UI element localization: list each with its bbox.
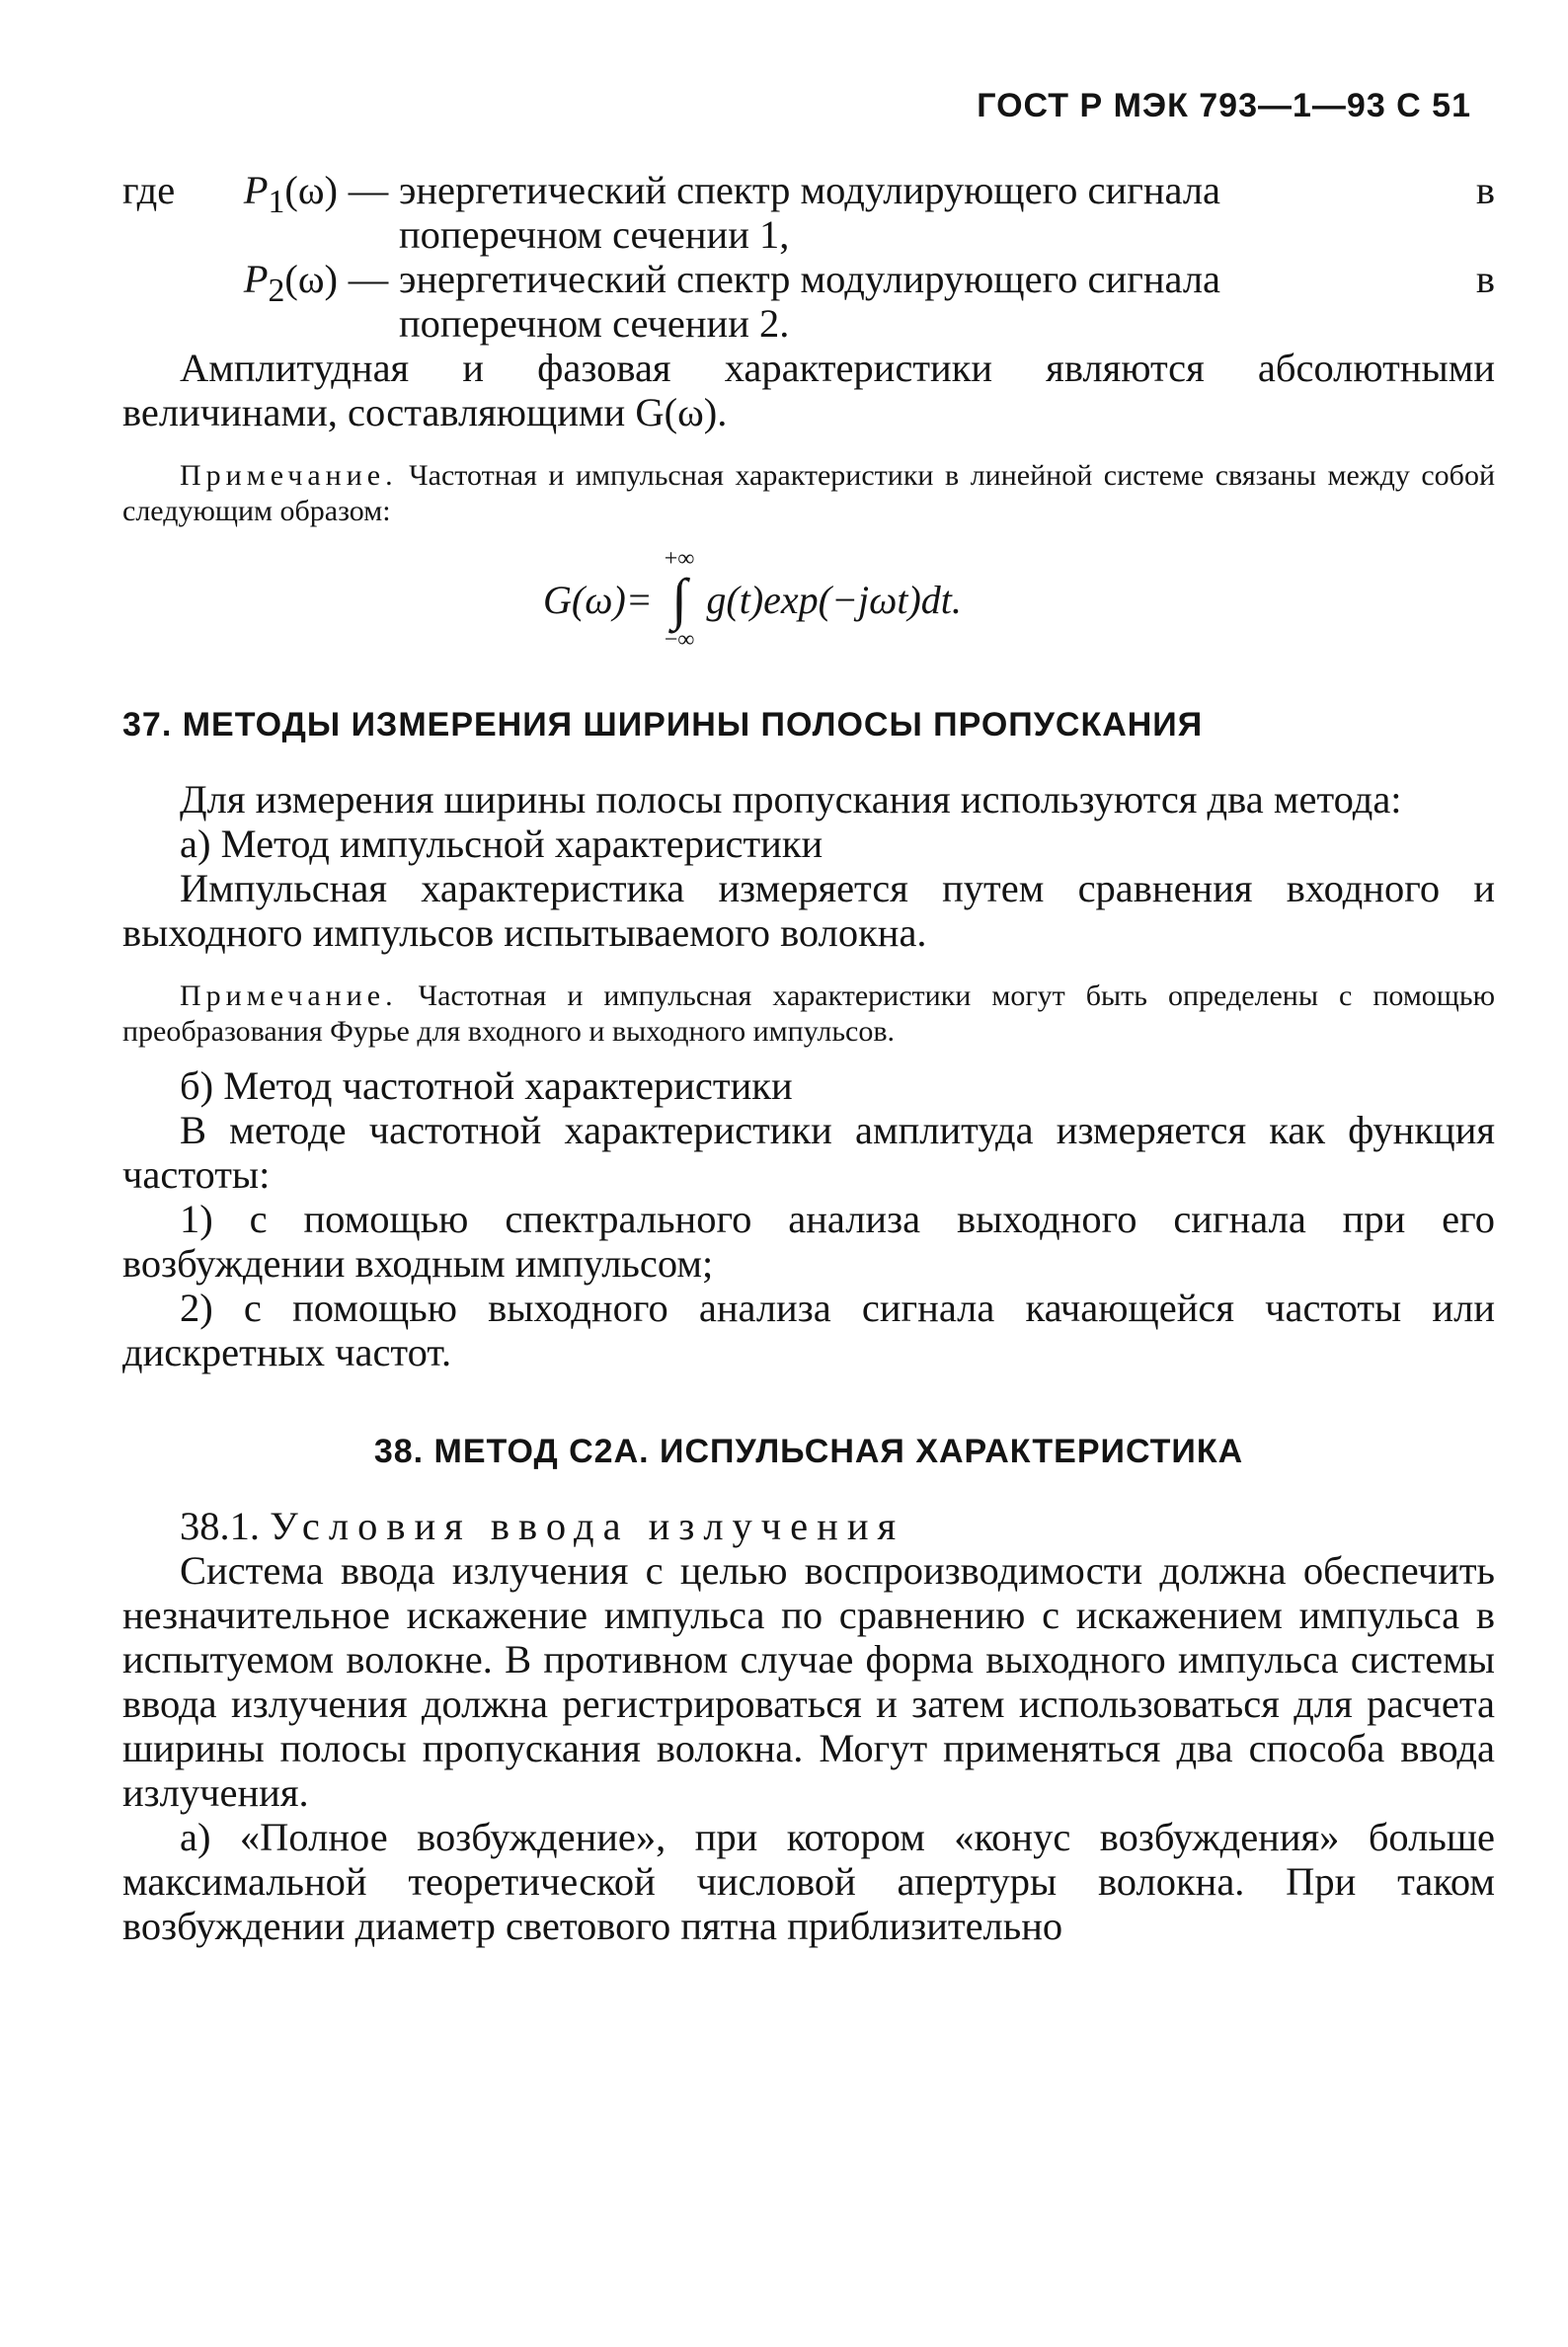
paragraph-amplitude: Амплитудная и фазовая характеристики являются абсолютными величинами, составляющими G(ω). [122,346,1495,434]
definition-text: энергетический спектр модулирующего сигнала в поперечном сечении 2. [399,257,1495,346]
page-header: ГОСТ Р МЭК 793—1—93 С 51 [977,87,1471,124]
definition-item [122,257,1495,346]
section-38-heading: 38. МЕТОД С2А. ИСПУЛЬСНАЯ ХАРАКТЕРИСТИКА [373,1433,1244,1470]
fourier-formula [543,547,1495,652]
definition-dash: — [348,257,389,301]
formula-lhs: G(ω)= [543,577,653,622]
section-37-heading: 37. МЕТОДЫ ИЗМЕРЕНИЯ ШИРИНЫ ПОЛОСЫ ПРОПУСКАНИЯ [122,706,1204,743]
list-item-1: 1) с помощью спектрального анализа выходного сигнала при его возбуждении входным импульсом; [122,1197,1495,1286]
paragraph-intro: Для измерения ширины полосы пропускания используются два метода: [180,777,1402,821]
definition-text: энергетический спектр модулирующего сигнала в поперечном сечении 1, [399,168,1495,257]
item-b: б) Метод частотной характеристики [180,1063,793,1108]
definition-symbol: $P_2(\omega)$ [243,257,338,310]
definition-list [122,168,1495,346]
note-frequency-impulse: Примечание. Частотная и импульсная характеристики в линейной системе связаны между собой следующим образом: [122,459,1496,527]
definition-item [122,168,1495,257]
paragraph-a: Импульсная характеристика измеряется путем сравнения входного и выходного импульсов испытываемого волокна. [122,866,1495,955]
subsection-heading: 38.1. Условия ввода излучения [180,1504,905,1548]
page-content [122,168,1495,1948]
paragraph-launch-system: Система ввода излучения с целью воспроизводимости должна обеспечить незначительное искажение импульса по сравнению с искажением импульса в испытуемом волокне. В противном случае форма выходного импульса системы ввода излучения должна регистрироваться и затем использоваться для расчета ширины полосы пропускания волокна. Могут применяться два способа ввода излучения. [122,1548,1495,1815]
definition-dash: — [348,168,389,212]
list-item-2: 2) с помощью выходного анализа сигнала качающейся частоты или дискретных частот. [122,1286,1495,1374]
integral-sign: +∞ ∫ −∞ [664,546,695,653]
definition-symbol: $P_1(\omega)$ [243,168,338,221]
paragraph-b: В методе частотной характеристики амплитуда измеряется как функция частоты: [122,1108,1495,1197]
item-a: а) Метод импульсной характеристики [180,821,823,866]
paragraph-full-excitation: а) «Полное возбуждение», при котором «конус возбуждения» больше максимальной теоретической числовой апертуры волокна. При таком возбуждении диаметр светового пятна приблизительно [122,1815,1495,1948]
definition-lead: где [122,168,176,212]
formula-rhs: g(t)exp(−jωt)dt. [706,577,962,622]
note-fourier: Примечание. Частотная и импульсная характеристики могут быть определены с помощью преобразования Фурье для входного и выходного импульсов. [122,979,1496,1048]
